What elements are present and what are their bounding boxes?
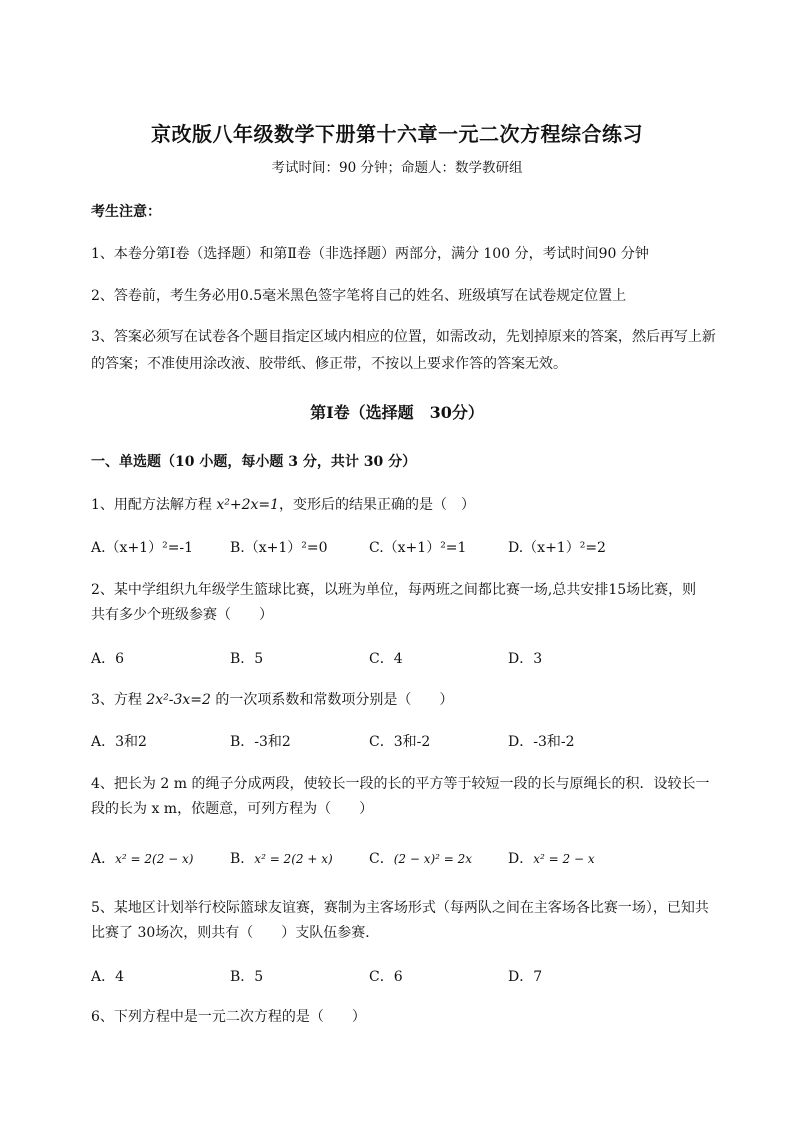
question-1-option-c[interactable]: C.（x+1）²=1	[369, 540, 467, 556]
question-2-option-a[interactable]: A．6	[91, 651, 125, 667]
question-4-option-c-equation: (2 − x)² = 2x	[393, 852, 473, 866]
question-4-option-b[interactable]	[230, 848, 333, 868]
question-4-option-c[interactable]	[369, 848, 472, 868]
page-title: 京改版八年级数学下册第十六章一元二次方程综合练习	[151, 122, 643, 146]
notice-item-1: 1、本卷分第Ⅰ卷（选择题）和第Ⅱ卷（非选择题）两部分，满分 100 分，考试时间90 分钟	[91, 246, 649, 262]
question-4-option-a[interactable]	[91, 848, 193, 868]
question-3-equation: 2x²-3x=2	[146, 692, 211, 708]
question-4-option-d[interactable]	[508, 848, 595, 868]
question-5-option-a[interactable]: A．4	[91, 969, 125, 985]
question-2-option-d[interactable]: D．3	[508, 651, 543, 667]
exam-subtitle: 考试时间：90 分钟；命题人：数学教研组	[271, 160, 523, 176]
question-1-option-d[interactable]: D.（x+1）²=2	[508, 540, 606, 556]
question-2-line-1: 2、某中学组织九年级学生篮球比赛，以班为单位，每两班之间都比赛一场,总共安排15场比赛，则	[91, 582, 697, 598]
question-1-suffix: ，变形后的结果正确的是（ ）	[279, 497, 476, 513]
question-3-suffix: 的一次项系数和常数项分别是（ ）	[210, 692, 454, 708]
notice-heading: 考生注意：	[91, 204, 161, 220]
question-3-option-a[interactable]: A．3和2	[91, 734, 147, 750]
question-4-option-a-label: A．	[91, 851, 116, 867]
question-4-option-b-label: B．	[230, 851, 255, 867]
question-6-line-1: 6、下列方程中是一元二次方程的是（ ）	[91, 1009, 366, 1025]
question-2-option-b[interactable]: B．5	[230, 651, 264, 667]
question-5-option-d[interactable]: D．7	[508, 969, 543, 985]
question-5-option-b[interactable]: B．5	[230, 969, 264, 985]
question-2-line-2: 共有多少个班级参赛（ ）	[91, 607, 273, 623]
question-1-equation: x²+2x=1	[216, 497, 280, 513]
question-3	[91, 689, 453, 709]
question-3-option-c[interactable]: C．3和-2	[369, 734, 431, 750]
question-4-line-2: 段的长为 x m，依题意，可列方程为（ ）	[91, 801, 374, 817]
question-3-option-d[interactable]: D．-3和-2	[508, 734, 575, 750]
question-1-option-a[interactable]: A.（x+1）²=-1	[91, 540, 194, 556]
question-1-option-b[interactable]: B.（x+1）²=0	[230, 540, 328, 556]
question-1	[91, 494, 475, 514]
question-4-option-b-equation: x² = 2(2 + x)	[254, 852, 333, 866]
question-4-option-d-label: D．	[508, 851, 534, 867]
question-2-option-c[interactable]: C．4	[369, 651, 403, 667]
question-5-line-1: 5、某地区计划举行校际篮球友谊赛，赛制为主客场形式（每两队之间在主客场各比赛一场），已知共	[91, 900, 709, 916]
question-4-option-c-label: C．	[369, 851, 394, 867]
part-heading: 一、单选题（10 小题，每小题 3 分，共计 30 分）	[91, 454, 417, 470]
question-5-option-c[interactable]: C．6	[369, 969, 403, 985]
section-title: 第Ⅰ卷（选择题 30分）	[310, 403, 484, 422]
question-3-prefix: 3、方程	[91, 692, 147, 708]
question-4-line-1: 4、把长为 2 m 的绳子分成两段，使较长一段的长的平方等于较短一段的长与原绳长的积．设较长一	[91, 776, 710, 792]
question-4-option-a-equation: x² = 2(2 − x)	[115, 852, 194, 866]
notice-item-3-line-2: 的答案；不准使用涂改液、胶带纸、修正带，不按以上要求作答的答案无效。	[91, 356, 567, 372]
question-4-option-d-equation: x² = 2 − x	[533, 852, 595, 866]
notice-item-2: 2、答卷前，考生务必用0.5毫米黑色签字笔将自己的姓名、班级填写在试卷规定位置上	[91, 288, 627, 304]
question-3-option-b[interactable]: B．-3和2	[230, 734, 291, 750]
notice-item-3-line-1: 3、答案必须写在试卷各个题目指定区域内相应的位置，如需改动，先划掉原来的答案，然后再写上新	[91, 329, 716, 345]
question-5-line-2: 比赛了 30场次，则共有（ ）支队伍参赛．	[91, 925, 380, 941]
question-1-prefix: 1、用配方法解方程	[91, 497, 217, 513]
